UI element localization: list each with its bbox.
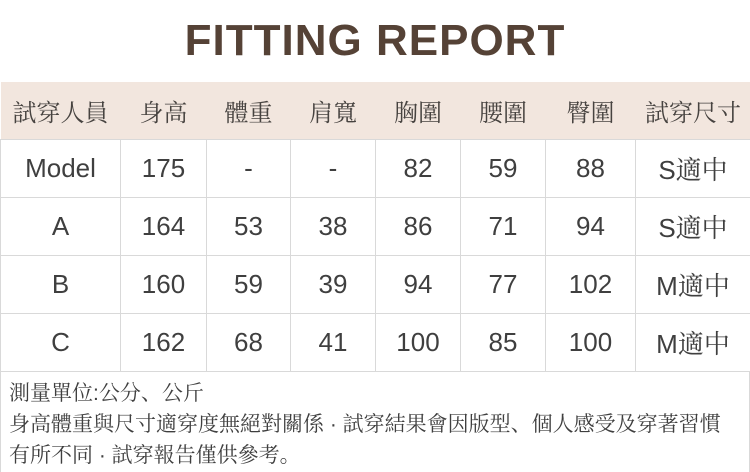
measurement-unit-note: 測量單位:公分、公斤 bbox=[9, 381, 204, 405]
table-cell-fit-size: S適中 bbox=[636, 139, 750, 197]
table-cell-weight: 68 bbox=[207, 313, 291, 371]
header-cell-weight: 體重 bbox=[207, 82, 291, 139]
table-cell-waist: 59 bbox=[461, 139, 546, 197]
disclaimer-note: 身高體重與尺寸適穿度無絕對關係 · 試穿結果會因版型、個人感受及穿著習慣有所不同 · 試穿報告僅供參考。 bbox=[9, 412, 721, 467]
table-cell-tester: A bbox=[1, 197, 121, 255]
table-header-row bbox=[1, 82, 750, 139]
table-cell-shoulder: 39 bbox=[291, 255, 376, 313]
header-cell-shoulder: 肩寬 bbox=[291, 82, 376, 139]
table-cell-fit-size: S適中 bbox=[636, 197, 750, 255]
table-cell-bust: 86 bbox=[376, 197, 461, 255]
table-cell-bust: 94 bbox=[376, 255, 461, 313]
table-row bbox=[1, 197, 750, 255]
header-cell-hip: 臀圍 bbox=[546, 82, 636, 139]
table-cell-bust: 100 bbox=[376, 313, 461, 371]
table-cell-height: 175 bbox=[121, 139, 207, 197]
table-cell-fit-size: M適中 bbox=[636, 313, 750, 371]
table-cell-waist: 85 bbox=[461, 313, 546, 371]
table-cell-shoulder: - bbox=[291, 139, 376, 197]
table-cell-height: 162 bbox=[121, 313, 207, 371]
table-cell-fit-size: M適中 bbox=[636, 255, 750, 313]
table-cell-tester: B bbox=[1, 255, 121, 313]
table-cell-hip: 88 bbox=[546, 139, 636, 197]
table-cell-tester: Model bbox=[1, 139, 121, 197]
page-title: FITTING REPORT bbox=[184, 16, 566, 65]
table-cell-tester: C bbox=[1, 313, 121, 371]
table-cell-weight: 53 bbox=[207, 197, 291, 255]
table-cell-weight: 59 bbox=[207, 255, 291, 313]
table-cell-waist: 71 bbox=[461, 197, 546, 255]
header-cell-waist: 腰圍 bbox=[461, 82, 546, 139]
table-row bbox=[1, 255, 750, 313]
footer-notes bbox=[0, 372, 750, 472]
table-cell-weight: - bbox=[207, 139, 291, 197]
table-cell-shoulder: 38 bbox=[291, 197, 376, 255]
header-cell-bust: 胸圍 bbox=[376, 82, 461, 139]
table-cell-hip: 100 bbox=[546, 313, 636, 371]
fitting-table bbox=[0, 82, 750, 372]
header-cell-fit-size: 試穿尺寸 bbox=[636, 82, 750, 139]
table-cell-shoulder: 41 bbox=[291, 313, 376, 371]
table-row bbox=[1, 139, 750, 197]
table-cell-hip: 94 bbox=[546, 197, 636, 255]
table-cell-bust: 82 bbox=[376, 139, 461, 197]
header-cell-height: 身高 bbox=[121, 82, 207, 139]
table-cell-waist: 77 bbox=[461, 255, 546, 313]
table-cell-height: 160 bbox=[121, 255, 207, 313]
table-row bbox=[1, 313, 750, 371]
table-cell-hip: 102 bbox=[546, 255, 636, 313]
header-cell-tester: 試穿人員 bbox=[1, 82, 121, 139]
table-cell-height: 164 bbox=[121, 197, 207, 255]
